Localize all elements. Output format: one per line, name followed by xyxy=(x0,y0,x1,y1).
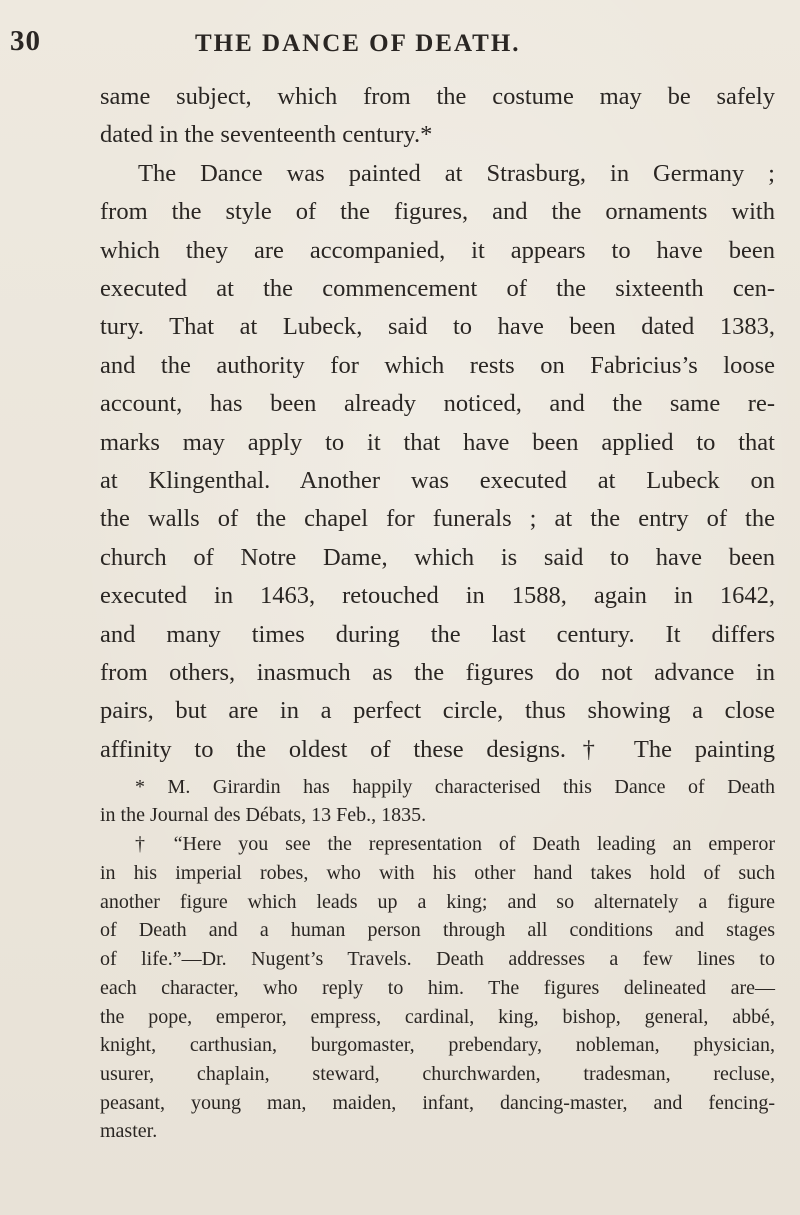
body-line: from the style of the figures, and the ornaments with xyxy=(100,198,775,225)
body-line: dated in the seventeenth century.* xyxy=(100,121,433,148)
footnote-line: knight, carthusian, burgomaster, prebendary, nobleman, physician, xyxy=(100,1034,775,1056)
body-line: and the authority for which rests on Fabricius’s loose xyxy=(100,352,775,379)
footnote-line: of life.”—Dr. Nugent’s Travels. Death addresses a few lines to xyxy=(100,948,775,970)
footnote-line: each character, who reply to him. The figures delineated are— xyxy=(100,977,775,999)
page-header xyxy=(0,20,800,70)
body-line: account, has been already noticed, and the same re- xyxy=(100,390,775,417)
body-line: and many times during the last century. It differs xyxy=(100,621,775,648)
body-line: The Dance was painted at Strasburg, in Germany ; xyxy=(138,160,775,187)
footnote-line: peasant, young man, maiden, infant, dancing-master, and fencing- xyxy=(100,1092,775,1114)
footnote-line: * M. Girardin has happily characterised this Dance of Death xyxy=(135,776,775,798)
body-line: tury. That at Lubeck, said to have been dated 1383, xyxy=(100,313,775,340)
footnote-line: † “Here you see the representation of Death leading an emperor xyxy=(135,833,775,855)
body-line: at Klingenthal. Another was executed at Lubeck on xyxy=(100,467,775,494)
footnote-line: the pope, emperor, empress, cardinal, king, bishop, general, abbé, xyxy=(100,1006,775,1028)
footnote-line: in his imperial robes, who with his other hand takes hold of such xyxy=(100,862,775,884)
body-line: church of Notre Dame, which is said to have been xyxy=(100,544,775,571)
body-line: pairs, but are in a perfect circle, thus showing a close xyxy=(100,697,775,724)
body-line: marks may apply to it that have been applied to that xyxy=(100,429,775,456)
footnote-line: another figure which leads up a king; and so alternately a figure xyxy=(100,891,775,913)
footnote-line: in the Journal des Débats, 13 Feb., 1835. xyxy=(100,804,427,826)
body-line: which they are accompanied, it appears to have been xyxy=(100,237,775,264)
footnote-line: of Death and a human person through all conditions and stages xyxy=(100,919,775,941)
running-head: THE DANCE OF DEATH. xyxy=(195,30,521,57)
body-line: from others, inasmuch as the figures do not advance in xyxy=(100,659,775,686)
footnote-line: usurer, chaplain, steward, churchwarden, tradesman, recluse, xyxy=(100,1063,775,1085)
body-line: same subject, which from the costume may be safely xyxy=(100,83,775,110)
footnote-line: master. xyxy=(100,1120,158,1142)
body-line: the walls of the chapel for funerals ; at the entry of the xyxy=(100,505,775,532)
body-line: executed in 1463, retouched in 1588, again in 1642, xyxy=(100,582,775,609)
body-line: affinity to the oldest of these designs.† The painting xyxy=(100,736,775,763)
page-number: 30 xyxy=(10,25,41,57)
body-line: executed at the commencement of the sixteenth cen- xyxy=(100,275,775,302)
